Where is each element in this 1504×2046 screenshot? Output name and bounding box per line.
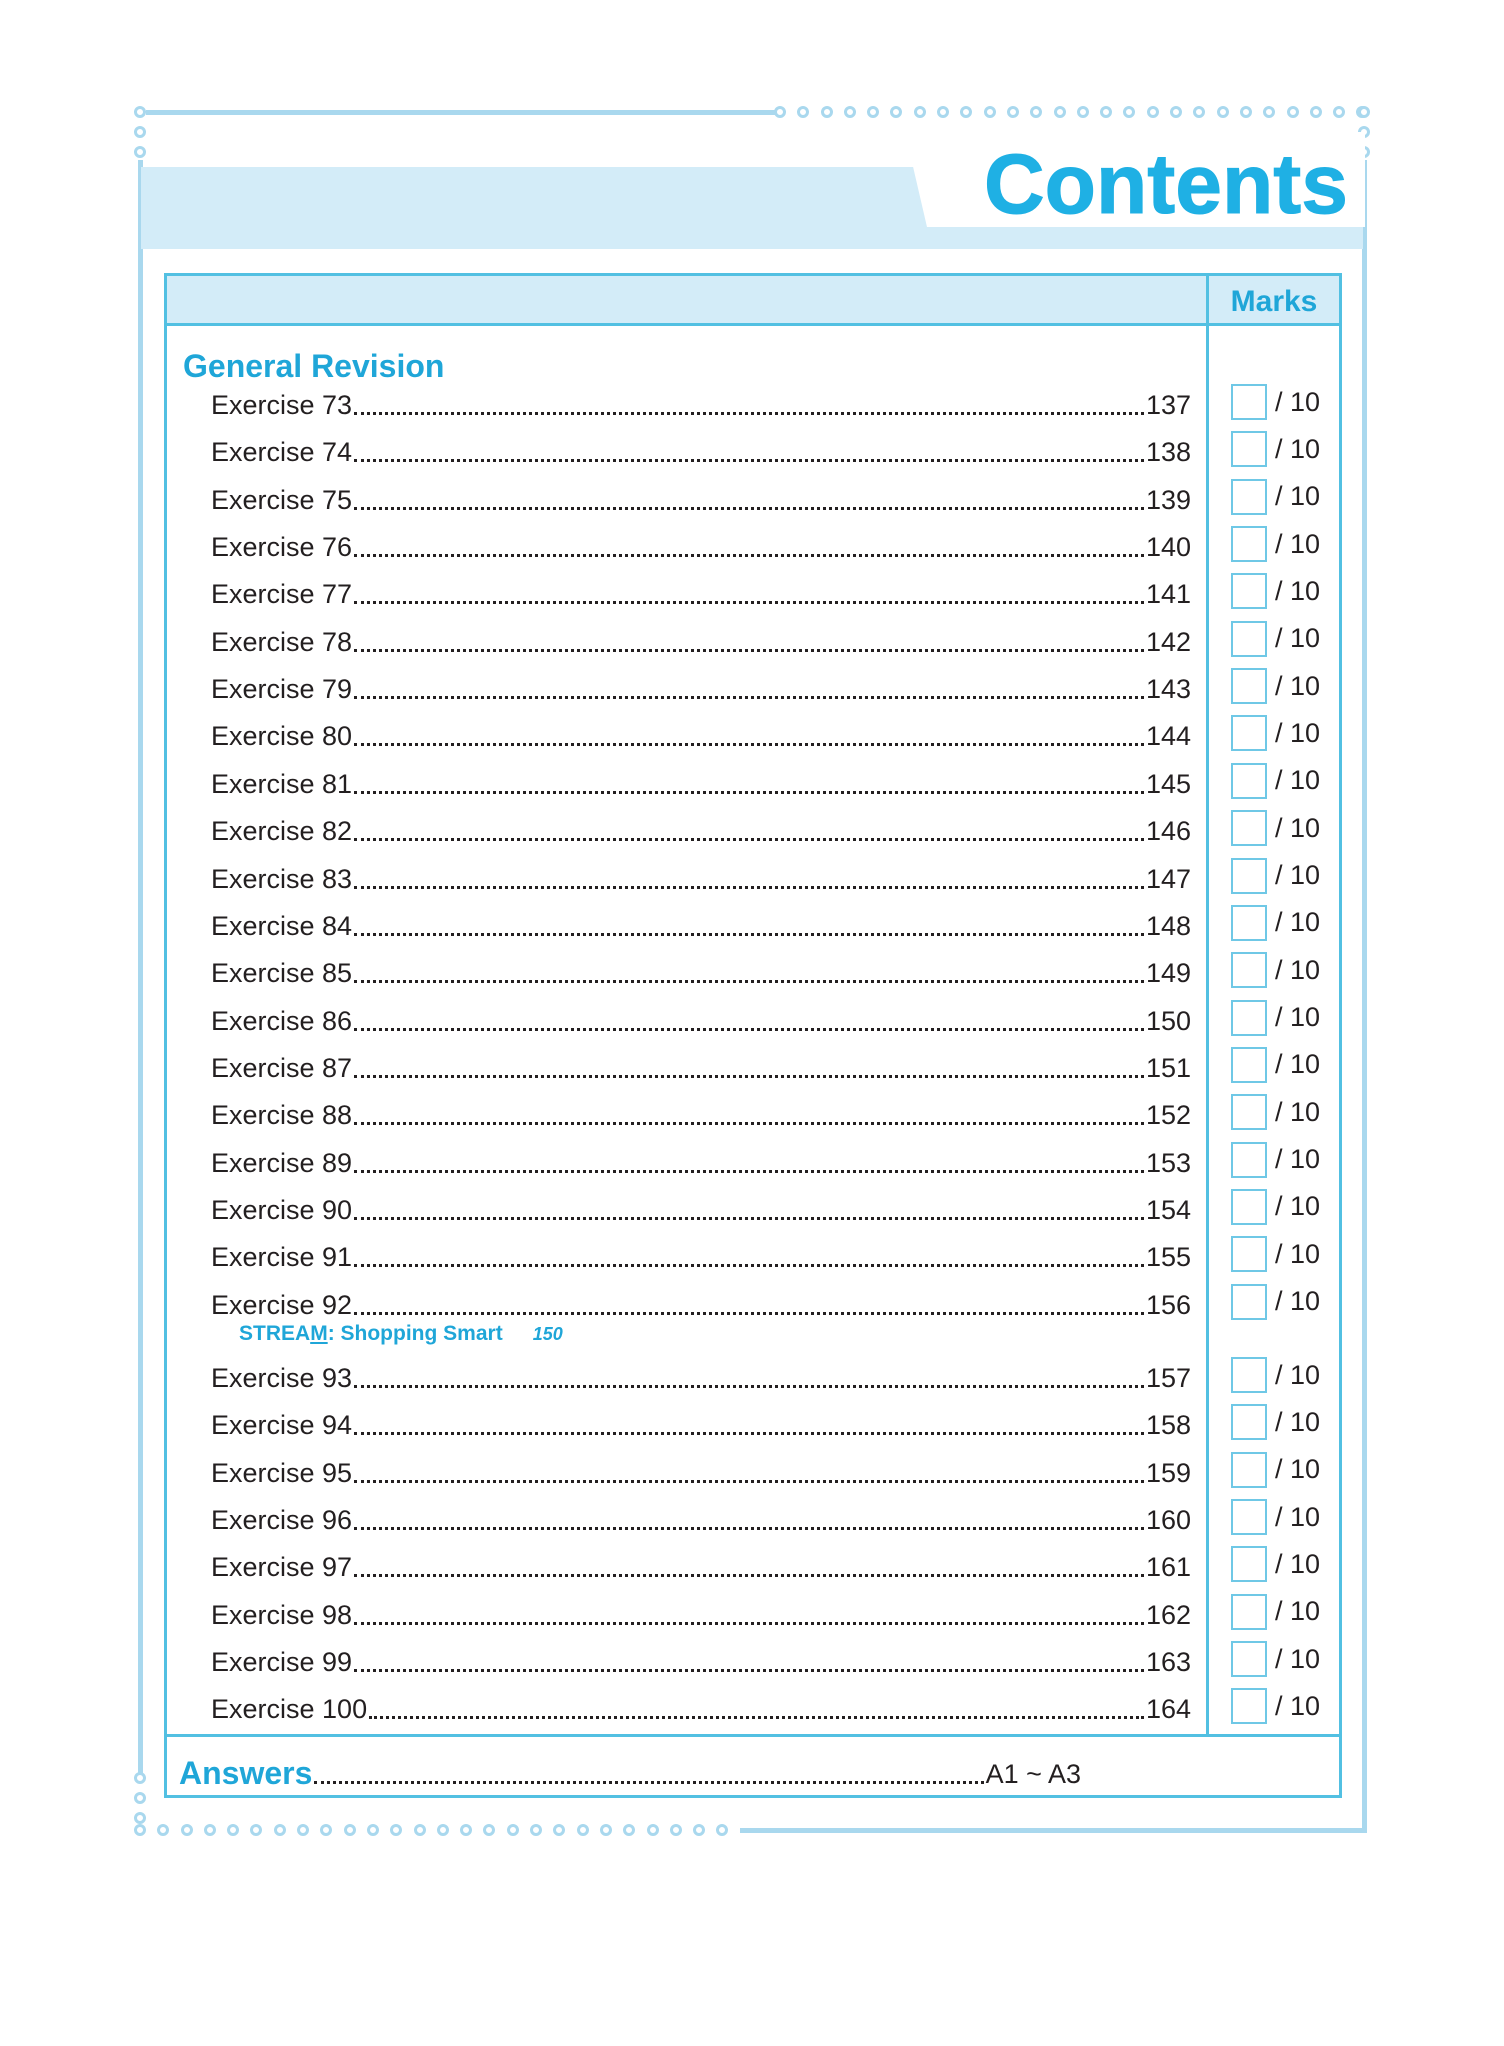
- page-number: 148: [1145, 910, 1191, 941]
- frame-dot: [844, 106, 856, 118]
- marks-entry: [1231, 525, 1320, 563]
- frame-dot: [960, 106, 972, 118]
- marks-total: / 10: [1275, 1049, 1321, 1080]
- marks-input-box[interactable]: [1231, 479, 1267, 515]
- page-number: 157: [1145, 1363, 1191, 1393]
- frame-dot: [390, 1824, 402, 1836]
- marks-input-box[interactable]: [1231, 1142, 1267, 1178]
- exercise-row[interactable]: [211, 764, 1191, 800]
- marks-entry: [1231, 904, 1320, 942]
- exercise-label: Exercise 98: [211, 1599, 353, 1630]
- answers-entry[interactable]: [179, 1752, 1199, 1792]
- marks-total: / 10: [1275, 1454, 1321, 1485]
- marks-total: / 10: [1275, 1286, 1321, 1317]
- page-number: 140: [1145, 532, 1191, 563]
- frame-dot: [250, 1824, 262, 1836]
- dot-leader: [354, 933, 1144, 936]
- frame-dot: [577, 1824, 589, 1836]
- exercise-label: Exercise 88: [211, 1100, 353, 1131]
- marks-total: / 10: [1275, 1002, 1321, 1033]
- frame-dot: [1170, 106, 1182, 118]
- page-number: 158: [1145, 1410, 1191, 1441]
- frame-left-line: [138, 160, 143, 1775]
- exercise-label: Exercise 74: [211, 437, 353, 468]
- page-number: 139: [1145, 484, 1191, 515]
- page-number: 142: [1145, 626, 1191, 657]
- frame-dot: [1123, 106, 1135, 118]
- marks-entry: [1231, 1093, 1320, 1131]
- marks-input-box[interactable]: [1231, 810, 1267, 846]
- dot-leader: [354, 649, 1144, 652]
- marks-entry: [1231, 1451, 1320, 1489]
- frame-dot: [1263, 106, 1275, 118]
- page-number: 163: [1145, 1647, 1191, 1678]
- page-number: 145: [1145, 768, 1191, 799]
- exercise-label: Exercise 86: [211, 1005, 353, 1036]
- dot-leader: [354, 1075, 1144, 1078]
- frame-bottom-dots: [134, 1824, 740, 1836]
- frame-dot: [414, 1824, 426, 1836]
- page-number: 143: [1145, 674, 1191, 705]
- dot-leader: [354, 980, 1144, 983]
- marks-input-box[interactable]: [1231, 1047, 1267, 1083]
- frame-dot: [507, 1824, 519, 1836]
- marks-input-box[interactable]: [1231, 858, 1267, 894]
- frame-left-dots-top: [134, 106, 146, 158]
- exercise-row[interactable]: [211, 432, 1191, 468]
- frame-dot: [204, 1824, 216, 1836]
- exercise-label: Exercise 76: [211, 532, 353, 563]
- page-number: 146: [1145, 816, 1191, 847]
- exercise-label: Exercise 79: [211, 674, 353, 705]
- marks-entry: [1231, 572, 1320, 610]
- frame-bottom-line: [740, 1828, 1367, 1833]
- dot-leader: [354, 1574, 1144, 1577]
- dot-leader: [354, 696, 1144, 699]
- marks-input-box[interactable]: [1231, 1641, 1267, 1677]
- frame-dot: [437, 1824, 449, 1836]
- page-number: 161: [1145, 1552, 1191, 1583]
- frame-dot: [1007, 106, 1019, 118]
- dot-leader: [354, 1122, 1144, 1125]
- frame-dot: [984, 106, 996, 118]
- dot-leader: [354, 1480, 1144, 1483]
- dot-leader: [369, 1716, 1144, 1719]
- marks-total: / 10: [1275, 575, 1321, 606]
- exercise-row[interactable]: [211, 1285, 1191, 1321]
- frame-dot: [1030, 106, 1042, 118]
- marks-input-box[interactable]: [1231, 526, 1267, 562]
- dot-leader: [354, 1264, 1144, 1267]
- marks-input-box[interactable]: [1231, 1688, 1267, 1724]
- marks-column-divider: [1206, 276, 1209, 1737]
- marks-input-box[interactable]: [1231, 1094, 1267, 1130]
- marks-entry: [1231, 951, 1320, 989]
- dot-leader: [354, 1170, 1144, 1173]
- frame-dot: [367, 1824, 379, 1836]
- exercise-label: Exercise 75: [211, 484, 353, 515]
- dot-leader: [354, 1527, 1144, 1530]
- frame-dot: [1100, 106, 1112, 118]
- stream-note: [239, 1322, 563, 1346]
- page-number: 152: [1145, 1100, 1191, 1131]
- exercise-label: Exercise 95: [211, 1457, 353, 1488]
- exercise-row[interactable]: [211, 669, 1191, 705]
- marks-total: / 10: [1275, 1096, 1321, 1127]
- dot-leader: [354, 507, 1144, 510]
- page-number: 149: [1145, 958, 1191, 989]
- frame-dot: [670, 1824, 682, 1836]
- exercise-row[interactable]: [211, 1689, 1191, 1725]
- marks-entry: [1231, 714, 1320, 752]
- marks-input-box[interactable]: [1231, 1357, 1267, 1393]
- exercise-label: Exercise 92: [211, 1289, 353, 1320]
- marks-header: Marks: [1230, 285, 1318, 318]
- marks-total: / 10: [1275, 1548, 1321, 1579]
- stream-page: 150: [532, 1324, 563, 1344]
- marks-input-box[interactable]: [1231, 1189, 1267, 1225]
- frame-dot: [483, 1824, 495, 1836]
- marks-entry: [1231, 1403, 1320, 1441]
- frame-dot: [157, 1824, 169, 1836]
- marks-entry: [1231, 667, 1320, 705]
- frame-dot: [1310, 106, 1322, 118]
- dot-leader: [354, 1622, 1144, 1625]
- marks-entry: [1231, 1593, 1320, 1631]
- marks-total: / 10: [1275, 954, 1321, 985]
- exercise-row[interactable]: [211, 1405, 1191, 1441]
- frame-dot: [821, 106, 833, 118]
- exercise-label: Exercise 90: [211, 1194, 353, 1225]
- exercise-label: Exercise 96: [211, 1505, 353, 1536]
- frame-dot: [530, 1824, 542, 1836]
- frame-dot: [1333, 106, 1345, 118]
- marks-total: / 10: [1275, 907, 1321, 938]
- dot-leader: [354, 886, 1144, 889]
- exercise-row[interactable]: [211, 716, 1191, 752]
- stream-underlined: M: [310, 1322, 328, 1345]
- frame-right-line: [1362, 160, 1367, 1830]
- marks-input-box[interactable]: [1231, 1594, 1267, 1630]
- dot-leader: [354, 1028, 1144, 1031]
- marks-total: / 10: [1275, 1596, 1321, 1627]
- exercise-row[interactable]: [211, 574, 1191, 610]
- dot-leader: [354, 743, 1144, 746]
- exercise-label: Exercise 93: [211, 1363, 353, 1393]
- exercise-row[interactable]: [211, 1500, 1191, 1536]
- page-number: 138: [1145, 437, 1191, 468]
- marks-input-box[interactable]: [1231, 1000, 1267, 1036]
- frame-dot: [1193, 106, 1205, 118]
- exercise-label: Exercise 89: [211, 1147, 353, 1178]
- dot-leader: [354, 838, 1144, 841]
- frame-left-dots-bottom: [134, 1772, 146, 1824]
- exercise-row[interactable]: [211, 906, 1191, 942]
- page-number: 159: [1145, 1457, 1191, 1488]
- marks-entry: [1231, 857, 1320, 895]
- frame-dot: [716, 1824, 728, 1836]
- dot-leader: [354, 601, 1144, 604]
- exercise-label: Exercise 84: [211, 910, 353, 941]
- marks-entry: [1231, 1498, 1320, 1536]
- dot-leader: [354, 1385, 1144, 1388]
- frame-dot: [320, 1824, 332, 1836]
- marks-input-box[interactable]: [1231, 1236, 1267, 1272]
- marks-input-box[interactable]: [1231, 763, 1267, 799]
- marks-entry: [1231, 809, 1320, 847]
- frame-dot: [344, 1824, 356, 1836]
- answers-separator: [167, 1734, 1339, 1737]
- page-number: 154: [1145, 1194, 1191, 1225]
- marks-entry: [1231, 1283, 1320, 1321]
- exercise-row[interactable]: [211, 1001, 1191, 1037]
- frame-dot: [623, 1824, 635, 1836]
- page-number: 162: [1145, 1599, 1191, 1630]
- dot-leader: [354, 1312, 1144, 1315]
- exercise-label: Exercise 97: [211, 1552, 353, 1583]
- marks-entry: [1231, 762, 1320, 800]
- exercise-row[interactable]: [211, 1095, 1191, 1131]
- frame-dot: [797, 106, 809, 118]
- frame-dot: [227, 1824, 239, 1836]
- marks-total: / 10: [1275, 386, 1321, 417]
- dot-leader: [314, 1781, 983, 1784]
- marks-total: / 10: [1275, 1359, 1321, 1390]
- marks-total: / 10: [1275, 481, 1321, 512]
- marks-entry: [1231, 383, 1320, 421]
- marks-input-box[interactable]: [1231, 1546, 1267, 1582]
- frame-dot: [647, 1824, 659, 1836]
- exercise-label: Exercise 78: [211, 626, 353, 657]
- marks-input-box[interactable]: [1231, 715, 1267, 751]
- marks-total: / 10: [1275, 1690, 1321, 1721]
- page-number: 150: [1145, 1005, 1191, 1036]
- exercise-label: Exercise 83: [211, 863, 353, 894]
- exercise-label: Exercise 99: [211, 1647, 353, 1678]
- exercise-label: Exercise 100: [211, 1694, 368, 1725]
- frame-dot: [274, 1824, 286, 1836]
- page-number: 144: [1145, 721, 1191, 752]
- marks-total: / 10: [1275, 670, 1321, 701]
- exercise-label: Exercise 80: [211, 721, 353, 752]
- marks-entry: [1231, 1687, 1320, 1725]
- exercise-row[interactable]: [211, 1642, 1191, 1678]
- frame-dot: [1217, 106, 1229, 118]
- answers-label: Answers: [179, 1755, 313, 1791]
- marks-entry: [1231, 999, 1320, 1037]
- marks-entry: [1231, 1545, 1320, 1583]
- frame-dot: [867, 106, 879, 118]
- marks-total: / 10: [1275, 812, 1321, 843]
- exercise-row[interactable]: [211, 953, 1191, 989]
- frame-top-line: [146, 110, 776, 115]
- marks-entry: [1231, 1141, 1320, 1179]
- marks-input-box[interactable]: [1231, 573, 1267, 609]
- frame-dot: [890, 106, 902, 118]
- exercise-row[interactable]: [211, 1237, 1191, 1273]
- frame-dot: [460, 1824, 472, 1836]
- marks-input-box[interactable]: [1231, 1284, 1267, 1320]
- exercise-row[interactable]: [211, 1358, 1191, 1394]
- marks-input-box[interactable]: [1231, 952, 1267, 988]
- page-number: 137: [1145, 390, 1191, 420]
- frame-dot: [553, 1824, 565, 1836]
- page-number: 151: [1145, 1052, 1191, 1083]
- marks-total: / 10: [1275, 433, 1321, 464]
- frame-dot: [1240, 106, 1252, 118]
- exercise-row[interactable]: [211, 1453, 1191, 1489]
- marks-entry: [1231, 1356, 1320, 1394]
- page-number: 141: [1145, 579, 1191, 610]
- marks-total: / 10: [1275, 1144, 1321, 1175]
- page-number: 164: [1145, 1694, 1191, 1725]
- page-number: 153: [1145, 1147, 1191, 1178]
- exercise-label: Exercise 85: [211, 958, 353, 989]
- exercise-row[interactable]: [211, 622, 1191, 658]
- exercise-row[interactable]: [211, 859, 1191, 895]
- dot-leader: [354, 459, 1144, 462]
- exercise-label: Exercise 73: [211, 390, 353, 420]
- contents-table: [164, 273, 1342, 1798]
- dot-leader: [354, 554, 1144, 557]
- frame-dot: [181, 1824, 193, 1836]
- frame-dot: [774, 106, 786, 118]
- marks-entry: [1231, 620, 1320, 658]
- dot-leader: [354, 1432, 1144, 1435]
- marks-entry: [1231, 478, 1320, 516]
- marks-total: / 10: [1275, 1191, 1321, 1222]
- exercise-label: Exercise 77: [211, 579, 353, 610]
- exercise-row[interactable]: [211, 527, 1191, 563]
- marks-input-box[interactable]: [1231, 1499, 1267, 1535]
- page-number: 147: [1145, 863, 1191, 894]
- exercise-row[interactable]: [211, 1547, 1191, 1583]
- marks-entry: [1231, 1235, 1320, 1273]
- exercise-row[interactable]: [211, 385, 1191, 421]
- marks-entry: [1231, 1046, 1320, 1084]
- marks-total: / 10: [1275, 1501, 1321, 1532]
- dot-leader: [354, 412, 1144, 415]
- section-title: General Revision: [183, 348, 445, 384]
- exercise-row[interactable]: [211, 1595, 1191, 1631]
- marks-total: / 10: [1275, 765, 1321, 796]
- exercise-label: Exercise 81: [211, 768, 353, 799]
- marks-input-box[interactable]: [1231, 621, 1267, 657]
- marks-input-box[interactable]: [1231, 1404, 1267, 1440]
- marks-input-box[interactable]: [1231, 384, 1267, 420]
- frame-dot: [600, 1824, 612, 1836]
- marks-entry: [1231, 1188, 1320, 1226]
- frame-dot: [1077, 106, 1089, 118]
- answers-pages: A1 ~ A3: [985, 1759, 1081, 1789]
- page-title: Contents: [984, 137, 1348, 231]
- marks-input-box[interactable]: [1231, 668, 1267, 704]
- marks-total: / 10: [1275, 623, 1321, 654]
- dot-leader: [354, 791, 1144, 794]
- marks-total: / 10: [1275, 717, 1321, 748]
- marks-entry: [1231, 1640, 1320, 1678]
- frame-top-dots: [774, 106, 1380, 118]
- frame-dot: [134, 1824, 146, 1836]
- page-number: 155: [1145, 1242, 1191, 1273]
- frame-dot: [297, 1824, 309, 1836]
- marks-input-box[interactable]: [1231, 431, 1267, 467]
- marks-total: / 10: [1275, 1406, 1321, 1437]
- exercise-label: Exercise 91: [211, 1242, 353, 1273]
- frame-dot: [914, 106, 926, 118]
- exercise-label: Exercise 94: [211, 1410, 353, 1441]
- dot-leader: [354, 1217, 1144, 1220]
- frame-dot: [693, 1824, 705, 1836]
- page-number: 160: [1145, 1505, 1191, 1536]
- exercise-label: Exercise 87: [211, 1052, 353, 1083]
- frame-dot: [1147, 106, 1159, 118]
- exercise-row[interactable]: [211, 1048, 1191, 1084]
- marks-total: / 10: [1275, 1238, 1321, 1269]
- marks-total: / 10: [1275, 528, 1321, 559]
- marks-entry: [1231, 430, 1320, 468]
- marks-input-box[interactable]: [1231, 1452, 1267, 1488]
- exercise-row[interactable]: [211, 811, 1191, 847]
- exercise-label: Exercise 82: [211, 816, 353, 847]
- stream-prefix: STREA: [239, 1322, 311, 1345]
- table-header: [167, 276, 1339, 326]
- marks-total: / 10: [1275, 860, 1321, 890]
- marks-input-box[interactable]: [1231, 905, 1267, 941]
- exercise-row[interactable]: [211, 480, 1191, 516]
- frame-dot: [1287, 106, 1299, 118]
- marks-total: / 10: [1275, 1643, 1321, 1674]
- dot-leader: [354, 1669, 1144, 1672]
- frame-dot: [1054, 106, 1066, 118]
- exercise-row[interactable]: [211, 1143, 1191, 1179]
- exercise-row[interactable]: [211, 1190, 1191, 1226]
- stream-suffix: : Shopping Smart: [327, 1322, 503, 1345]
- frame-dot: [937, 106, 949, 118]
- page-number: 156: [1145, 1289, 1191, 1320]
